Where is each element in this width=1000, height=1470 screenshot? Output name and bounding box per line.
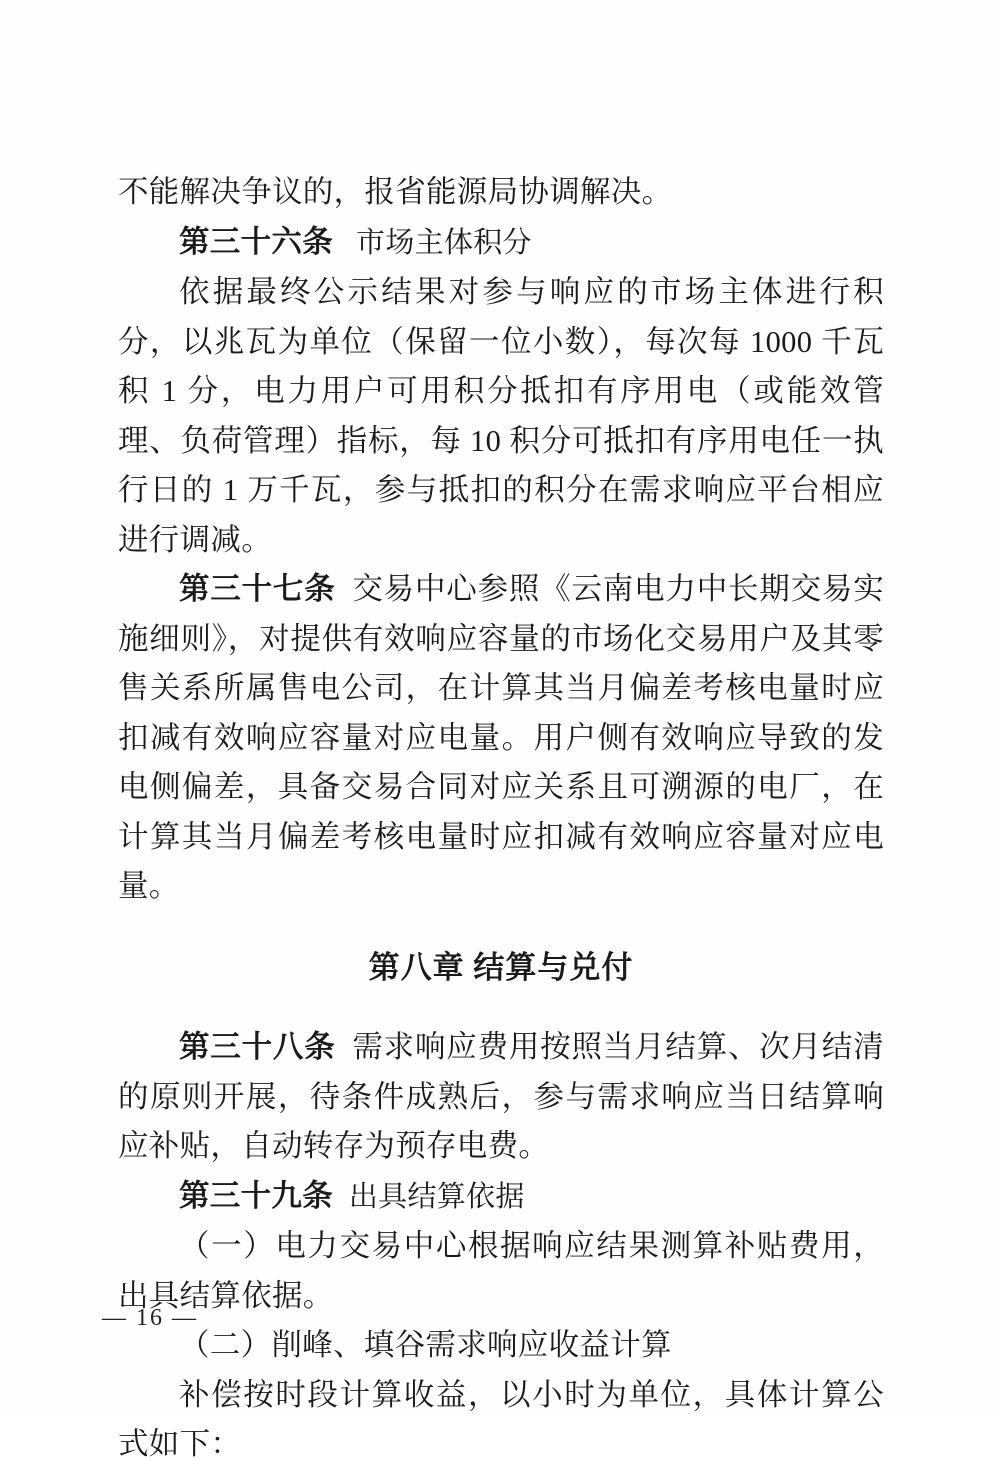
article-39-label: 第三十九条 — [179, 1178, 333, 1213]
article-36-label: 第三十六条 — [179, 224, 333, 259]
paragraph-article-38 — [118, 1023, 884, 1172]
paragraph-item-2: （二）削峰、填谷需求响应收益计算 — [179, 1328, 672, 1362]
chapter-8-heading: 第八章 结算与兑付 — [368, 949, 634, 985]
article-36-heading — [118, 218, 884, 269]
page-footer — [0, 1305, 1000, 1332]
paragraph-formula-intro: 补偿按时段计算收益，以小时为单位，具体计算公式如下： — [118, 1377, 884, 1461]
article-36-title-text: 市场主体积分 — [356, 226, 532, 259]
article-39-spacer — [333, 1179, 349, 1213]
paragraph-opening: 不能解决争议的，报省能源局协调解决。 — [118, 175, 673, 209]
page-number: — 16 — — [102, 1305, 198, 1331]
paragraph-item-1: （一）电力交易中心根据响应结果测算补贴费用，出具结算依据。 — [118, 1229, 884, 1313]
article-39-heading — [118, 1172, 884, 1223]
article-37-label: 第三十七条 — [179, 572, 336, 606]
article-36-title — [341, 227, 356, 259]
article-39-title-text: 出具结算依据 — [348, 1180, 525, 1213]
paragraph-article-37 — [118, 565, 884, 912]
paragraph-article-36-body: 依据最终公示结果对参与响应的市场主体进行积分，以兆瓦为单位（保留一位小数），每次每 1000 千瓦积 1 分，电力用户可用积分抵扣有序用电（或能效管理、负荷管理）指标，每 10 积分可抵扣有序用电任一执行日的 1 万千瓦，参与抵扣的积分在需求响应平台相应进行调减。 — [118, 275, 884, 557]
article-38-text: 需求响应费用按照当月结算、次月结清的原则开展，待条件成熟后，参与需求响应当日结算响应补贴，自动转存为预存电费。 — [118, 1030, 884, 1163]
page-content — [118, 168, 884, 1470]
article-38-spacer — [336, 1030, 353, 1064]
article-38-label: 第三十八条 — [179, 1030, 336, 1064]
article-37-spacer — [336, 572, 353, 606]
article-37-text: 交易中心参照《云南电力中长期交易实施细则》，对提供有效响应容量的市场化交易用户及其零售关系所属售电公司，在计算其当月偏差考核电量时应扣减有效响应容量对应电量。用户侧有效响应导致的发电侧偏差，具备交易合同对应关系且可溯源的电厂，在计算其当月偏差考核电量时应扣减有效响应容量对应电量。 — [118, 572, 884, 903]
